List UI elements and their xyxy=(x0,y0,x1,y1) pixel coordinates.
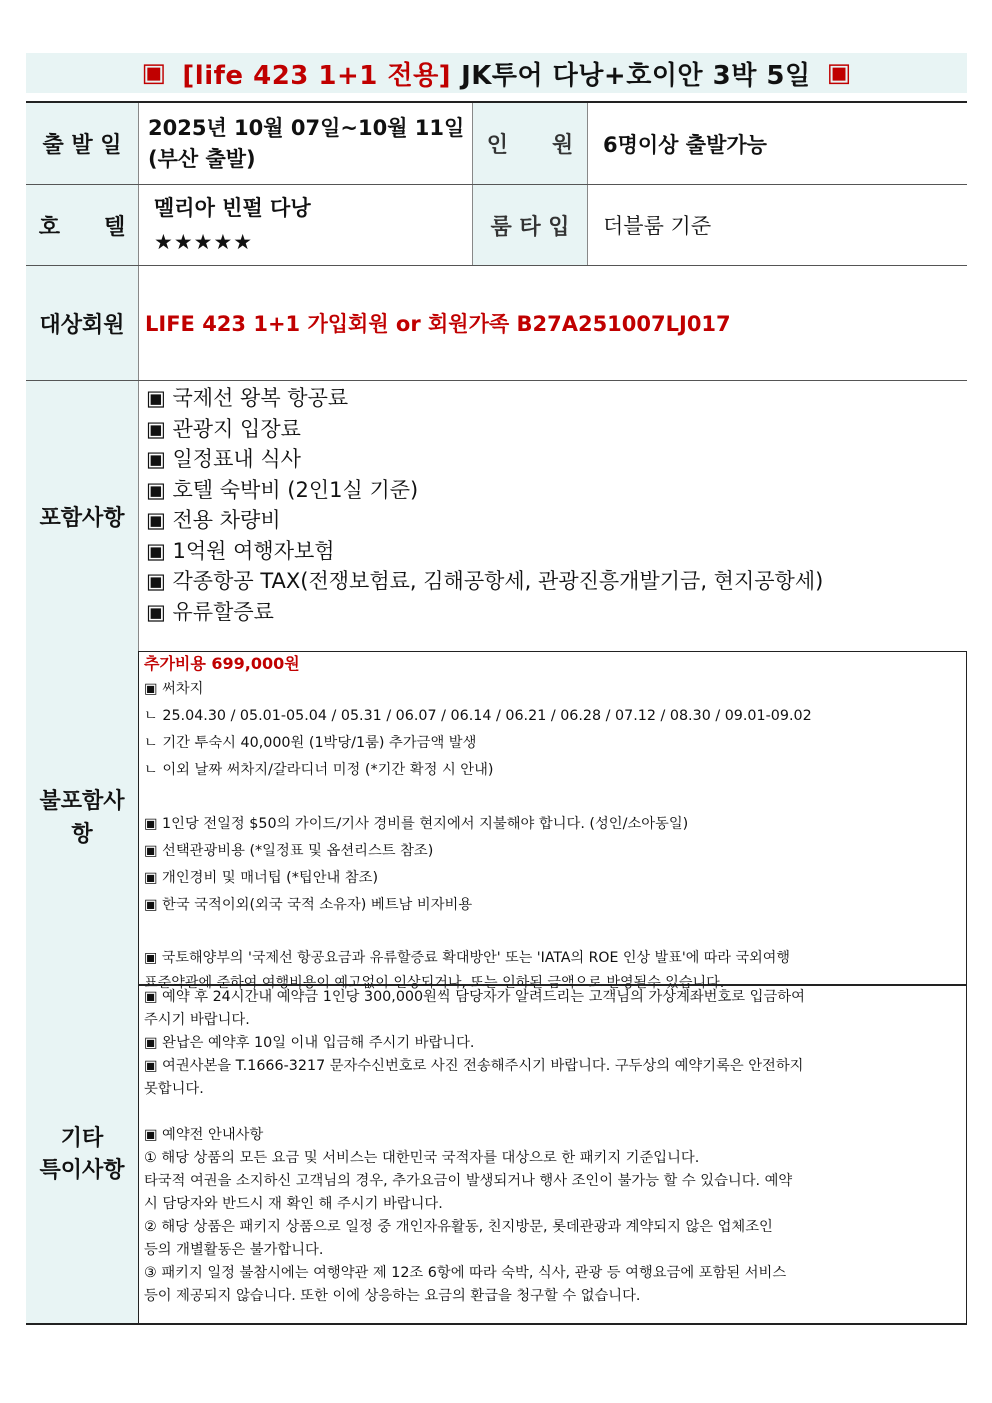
list-item: ▣ 국제선 왕복 항공료 xyxy=(146,386,349,410)
list-item: 못합니다. xyxy=(144,1081,204,1097)
list-item: ▣ 유류할증료 xyxy=(146,599,274,624)
list-item: ▣ 선택관광비용 (*일정표 및 옵션리스트 참조) xyxy=(144,843,434,859)
hotel-row xyxy=(26,185,967,266)
list-item: ▣ 호텔 숙박비 (2인1실 기준) xyxy=(146,477,419,502)
list-item: 등이 제공되지 않습니다. 또한 이에 상응하는 요금의 환급을 청구할 수 없습니다. xyxy=(144,1288,641,1304)
list-item: 주시기 바랍니다. xyxy=(144,1012,250,1028)
title-prefix: [life 423 1+1 전용] xyxy=(182,60,452,91)
list-item: ▣ 예약전 안내사항 xyxy=(144,1127,264,1143)
excluded-label: 불포함사항 xyxy=(26,651,138,985)
included-row xyxy=(26,381,967,651)
hotel-label: 호 텔 xyxy=(26,185,138,265)
list-item: ㄴ 25.04.30 / 05.01-05.04 / 05.31 / 06.07 / 06.14 / 06.21 / 06.28 / 07.12 / 08.30 / 09.01-09.02 xyxy=(144,708,812,724)
list-item: ▣ 한국 국적이외(외국 국적 소유자) 베트남 비자비용 xyxy=(144,897,473,913)
blank-line xyxy=(144,1101,966,1124)
excluded-label-cell xyxy=(26,651,138,985)
hotel-name: 멜리아 빈펄 다낭 xyxy=(154,196,311,220)
room-value: 더블룸 기준 xyxy=(603,214,712,238)
list-item: 타국적 여권을 소지하신 고객님의 경우, 추가요금이 발생되거나 행사 조인이 불가능 할 수 있습니다. 예약 xyxy=(144,1173,793,1189)
list-item: ㄴ 기간 투숙시 40,000원 (1박당/1룸) 추가금액 발생 xyxy=(144,735,477,751)
hotel-stars: ★★★★★ xyxy=(154,230,254,254)
member-label: 대상회원 xyxy=(26,266,138,380)
included-label: 포함사항 xyxy=(26,381,138,651)
divider xyxy=(138,381,139,651)
people-label: 인 원 xyxy=(473,103,587,184)
list-item: ▣ 예약 후 24시간내 예약금 1인당 300,000원씩 담당자가 알려드리는 고객님의 가상계좌번호로 입금하여 xyxy=(144,989,805,1005)
hotel-value xyxy=(138,191,488,259)
member-row xyxy=(26,266,967,381)
list-item: ▣ 1인당 전일정 $50의 가이드/기사 경비를 현지에서 지불해야 합니다. (성인/소아동일) xyxy=(144,816,689,832)
other-label-cell xyxy=(26,985,138,1324)
people-value: 6명이상 출발가능 xyxy=(603,132,767,157)
list-item: ㄴ 이외 날짜 써차지/갈라디너 미정 (*기간 확정 시 안내) xyxy=(144,762,494,778)
list-item: ▣ 국토해양부의 '국제선 항공요금과 유류할증료 확대방안' 또는 'IATA의 ROE 인상 발표'에 따라 국외여행 xyxy=(144,950,790,966)
list-item: 표준약관에 준하여 여행비용이 예고없이 인상되거나, 또는 인하된 금액으로 반영될수 있습니다. xyxy=(144,975,725,991)
list-item: ▣ 완납은 예약후 10일 이내 입금해 주시기 바랍니다. xyxy=(144,1035,475,1051)
title-left-mark: ▣ xyxy=(141,58,167,88)
other-label-line2: 특이사항 xyxy=(39,1158,125,1183)
list-item: ▣ 각종항공 TAX(전쟁보험료, 김해공항세, 관광진흥개발기금, 현지공항세) xyxy=(146,569,824,593)
title-right-mark: ▣ xyxy=(826,58,852,88)
page-title xyxy=(26,53,967,93)
list-item: ▣ 전용 차량비 xyxy=(146,508,281,532)
departure-row xyxy=(26,103,967,185)
member-value: LIFE 423 1+1 가입회원 or 회원가족 B27A251007LJ017 xyxy=(145,312,731,336)
list-item: ▣ 써차지 xyxy=(144,681,204,697)
list-item: ▣ 관광지 입장료 xyxy=(146,416,301,441)
list-item: ▣ 1억원 여행자보험 xyxy=(146,538,335,563)
title-main: JK투어 다낭+호이안 3박 5일 xyxy=(461,60,811,91)
blank-line xyxy=(144,784,966,811)
blank-line xyxy=(144,919,966,946)
departure-label: 출 발 일 xyxy=(26,103,138,184)
other-content xyxy=(138,985,967,1324)
extra-cost: 추가비용 699,000원 xyxy=(144,654,300,673)
list-item: ③ 패키지 일정 불참시에는 여행약관 제 12조 6항에 따라 숙박, 식사, 관광 등 여행요금에 포함된 서비스 xyxy=(144,1265,787,1281)
departure-value: 2025년 10월 07일~10월 11일 (부산 출발) xyxy=(148,115,465,171)
list-item: 등의 개별활동은 불가합니다. xyxy=(144,1242,324,1258)
list-item: ▣ 일정표내 식사 xyxy=(146,447,301,471)
other-label xyxy=(26,1123,138,1187)
list-item: ▣ 개인경비 및 매너팁 (*팁안내 참조) xyxy=(144,870,379,886)
room-label: 룸 타 입 xyxy=(473,185,587,265)
list-item: 시 담당자와 반드시 재 확인 해 주시기 바랍니다. xyxy=(144,1196,443,1212)
list-item: ▣ 여권사본을 T.1666-3217 문자수신번호로 사진 전송해주시기 바랍니다. 구두상의 예약기록은 안전하지 xyxy=(144,1058,804,1074)
list-item: ① 해당 상품의 모든 요금 및 서비스는 대한민국 국적자를 대상으로 한 패키지 기준입니다. xyxy=(144,1150,700,1166)
included-list xyxy=(146,381,823,627)
bottom-rule xyxy=(26,1323,967,1325)
excluded-content xyxy=(138,651,967,991)
list-item: ② 해당 상품은 패키지 상품으로 일정 중 개인자유활동, 친지방문, 롯데관광과 계약되지 않은 업체조인 xyxy=(144,1219,773,1235)
other-label-line1: 기타 xyxy=(60,1126,104,1151)
